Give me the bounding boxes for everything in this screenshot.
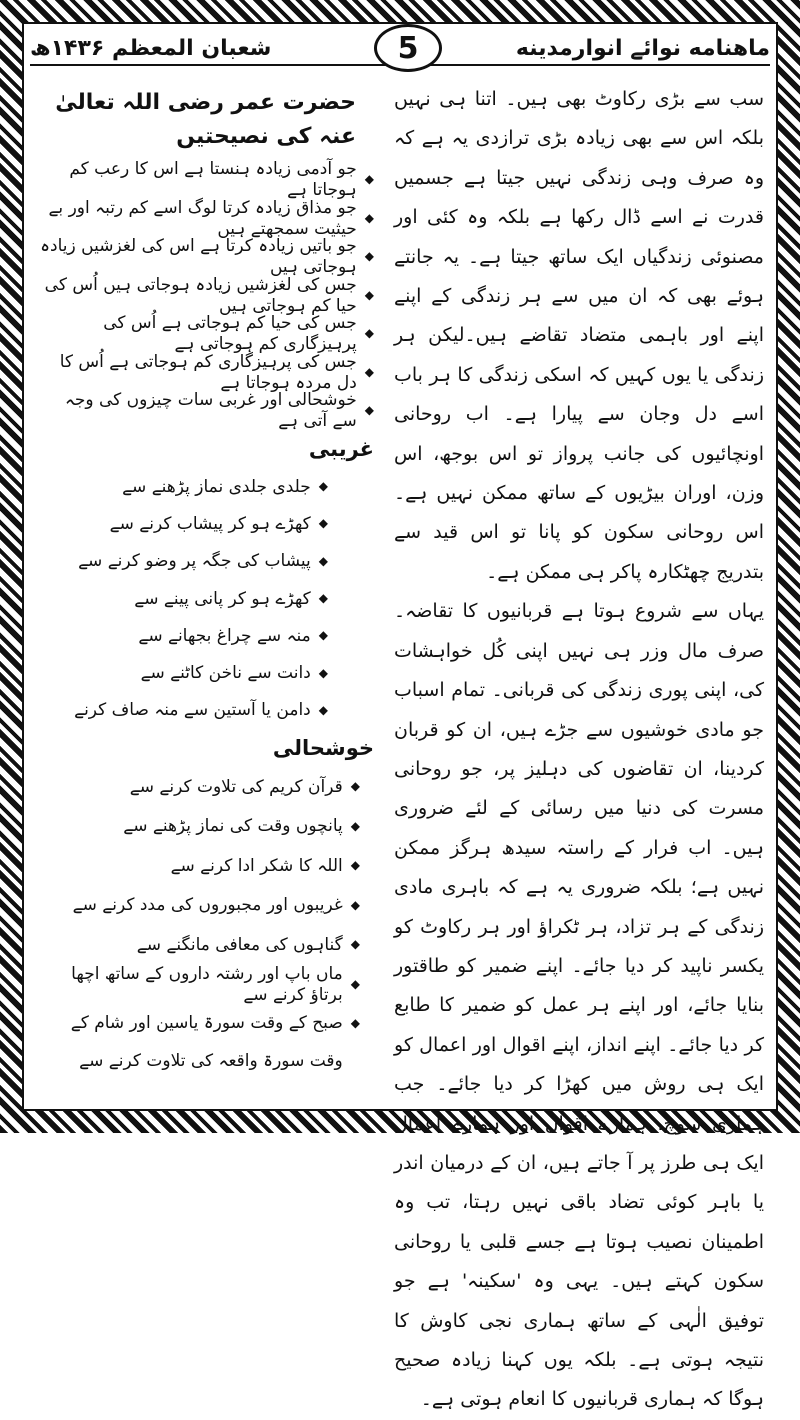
list-item: ◆ اللہ کا شکر ادا کرنے سے <box>170 855 360 876</box>
advice-title: حضرت عمر رضی اللہ تعالیٰ عنہ کی نصیحتیں <box>55 90 356 149</box>
list-item: ◆ جو باتیں زیادہ کرتا ہے اس کی لغزشیں زیادہ ہوجاتی ہیں <box>40 236 374 278</box>
bullet-icon: ◆ <box>364 210 374 225</box>
list-item: ◆ غریبوں اور مجبوروں کی مدد کرنے سے <box>72 895 360 916</box>
gharibi-list <box>36 468 374 729</box>
bullet-icon: ◆ <box>350 897 360 912</box>
bullet-icon: ◆ <box>318 665 328 680</box>
magazine-title: ماهنامه نوائے انوارمدینه <box>515 35 770 61</box>
list-item: ◆ دانت سے ناخن کاٹنے سے <box>140 663 328 684</box>
article-paragraph: یہاں سے شروع ہوتا ہے قربانیوں کا تقاضہ۔صرف مال وزر ہی نہیں اپنی کُل خواہشات کی، اپنی پوری زندگی کی قربانی۔ تمام اسباب جو مادی خوشیوں سے جڑے ہیں، ان کو قربان کردینا، ان تقاضوں کی دہلیز پر، جو روحانی مسرت کی دنیا میں رسائی کے لئے ضروری ہیں۔ اب فرار کے راستہ سیدھ ہرگز ممکن نہیں ہے؛ بلکہ ضروری یہ ہے کہ باہری مادی زندگی کے ہر تزاد، ہر ٹکراؤ اور ہر رکاوٹ کو یکسر ناپید کر دیا جائے۔ اپنے ضمیر کو طاقتور بنایا جائے، اور اپنے ہر عمل کو ضمیر کا طابع کر دیا جائے۔ اپنے انداز، اپنے اقوال اور اعمال کو ایک ہی روش میں کھڑا کر دیا جائے۔ جب ہماری سوچ، ہمارے اقوال اور ہمارے اعمال ایک ہی طرز پر آ جاتے ہیں، ان کے درمیان اندر یا باہر کوئی تضاد باقی نہیں رہتا، تب وہ اطمینان نصیب ہوتا ہے جسے قلبی یا روحانی سکون کہتے ہیں۔ یہی وہ 'سکینہ' ہے جو توفیق الٰہی کے ساتھ ہماری نجی کاوش کا نتیجہ ہوتی ہے۔ بلکہ یوں کہنا زیادہ صحیح ہوگا کہ ہماری قربانیوں کا انعام ہوتی ہے۔ <box>394 600 764 1411</box>
list-item: ◆ جو آدمی زیادہ ہنستا ہے اس کا رعب کم ہوجاتا ہے <box>69 159 374 201</box>
bullet-icon: ◆ <box>364 249 374 264</box>
bullet-icon: ◆ <box>318 516 328 531</box>
article-column <box>394 80 764 1420</box>
list-item: ◆ جو مذاق زیادہ کرتا لوگ اسے کم رتبہ اور بے حیثیت سمجھتے ہیں <box>48 197 374 239</box>
bullet-icon: ◆ <box>350 818 360 833</box>
list-item: ◆ قرآن کریم کی تلاوت کرنے سے <box>129 776 360 797</box>
article-paragraph: سب سے بڑی رکاوٹ بھی ہیں۔ اتنا ہی نہیں بلکہ اس سے بھی زیادہ بڑی ترازدی یہ ہے کہ وہ صرف وہی زندگی نہیں جیتا ہے جسمیں قدرت نے اسے ڈال رکھا ہے بلکہ وہ کئی اور مصنوئی زندگیاں ایک ساتھ جیتا ہے۔ یہ جانتے ہوئے بھی کہ ان میں سے ہر زندگی کے اپنے اپنے اور باہمی متضاد تقاضے ہیں۔لیکن ہر زندگی یا یوں کہیں کہ اسکی زندگی کا ہر باب اسے دل وجان سے پیارا ہے۔ اب روحانی اونچائیوں کی جانب پرواز تو اس بوجھ، اس وزن، اوران بیڑیوں کے ساتھ ممکن نہیں ہے۔ اس روحانی سکون کو پانا تو اس قید سے بتدریج چھٹکارہ پاکر ہی ممکن ہے۔ <box>394 88 764 583</box>
list-item: ◆ گناہوں کی معافی مانگنے سے <box>136 934 360 955</box>
list-item: ◆ ماں باپ اور رشتہ داروں کے ساتھ اچھا برتاؤ کرنے سے <box>71 963 360 1005</box>
list-item: ◆ جس کی پرہیزگاری کم ہوجاتی ہے اُس کا دل مردہ ہوجاتا ہے <box>59 351 374 393</box>
bullet-icon: ◆ <box>364 364 374 379</box>
list-item: ◆ پیشاب کی جگہ پر وضو کرنے سے <box>78 551 328 572</box>
bullet-icon: ◆ <box>364 403 374 418</box>
khushhali-heading: خوشحالی <box>272 735 374 760</box>
list-item: ◆ جلدی جلدی نماز پڑھنے سے <box>122 476 328 497</box>
list-item: ◆ جس کی لغزشیں زیادہ ہوجاتی ہیں اُس کی حیا کم ہوجاتی ہیں <box>44 274 374 316</box>
list-item: ◆ منہ سے چراغ بجھانے سے <box>138 625 328 646</box>
bullet-icon: ◆ <box>350 937 360 952</box>
list-item: ◆ خوشحالی اور غربی سات چیزوں کی وجہ سے آتی ہے <box>64 390 374 432</box>
bullet-icon: ◆ <box>318 479 328 494</box>
bullet-icon: ◆ <box>318 591 328 606</box>
advice-column <box>36 80 374 1080</box>
list-item: ◆ پانچوں وقت کی نماز پڑھنے سے <box>123 816 360 837</box>
list-item: ◆ صبح کے وقت سورۃ یاسین اور شام کے وقت سورۃ واقعہ کی تلاوت کرنے سے <box>36 1004 374 1080</box>
bullet-icon: ◆ <box>364 172 374 187</box>
page-number: 5 <box>374 24 442 72</box>
bullet-icon: ◆ <box>318 702 328 717</box>
khushhali-list <box>36 767 374 1080</box>
bullet-icon: ◆ <box>318 628 328 643</box>
bullet-icon: ◆ <box>318 553 328 568</box>
list-item: ◆ دامن یا آستین سے منہ صاف کرنے <box>74 700 328 721</box>
issue-date: شعبان المعظم ۱۴۳۶ھ <box>30 35 272 61</box>
bullet-icon: ◆ <box>350 779 360 794</box>
list-item: ◆ کھڑے ہو کر پیشاب کرنے سے <box>109 513 328 534</box>
bullet-icon: ◆ <box>364 287 374 302</box>
list-item: ◆ کھڑے ہو کر پانی پینے سے <box>134 588 328 609</box>
gharibi-heading: غریبی <box>308 436 374 461</box>
list-item: ◆ جس کی حیا کم ہوجاتی ہے اُس کی پرہیزگاری کم ہوجاتی ہے <box>103 313 374 355</box>
bullet-icon: ◆ <box>350 1015 360 1030</box>
bullet-icon: ◆ <box>350 858 360 873</box>
bullet-icon: ◆ <box>364 326 374 341</box>
bullet-icon: ◆ <box>350 976 360 991</box>
nasihat-list <box>36 160 374 430</box>
